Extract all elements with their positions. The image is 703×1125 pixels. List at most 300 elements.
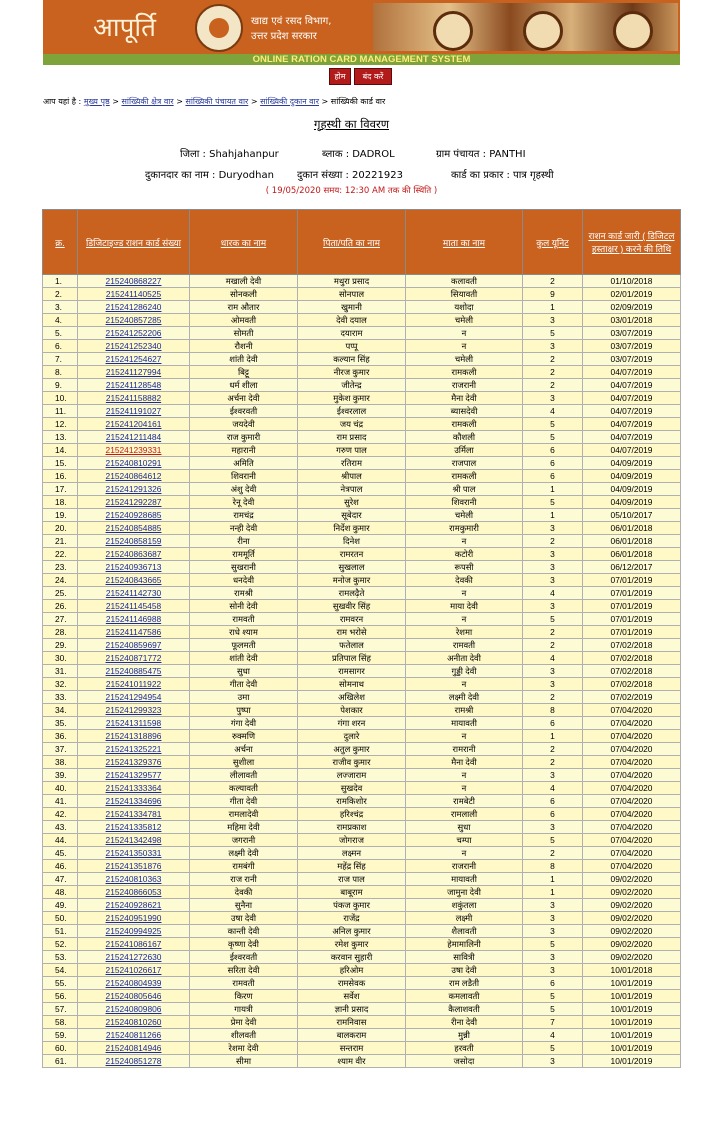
cell-card-number[interactable]: 215241145458	[78, 600, 190, 613]
cell-serial: 17.	[43, 483, 78, 496]
cell-card-number[interactable]: 215241311598	[78, 717, 190, 730]
cell-father-husband-name: नेत्रपाल	[298, 483, 406, 496]
cell-issue-date: 04/07/2019	[583, 405, 681, 418]
cell-mother-name: न	[406, 730, 523, 743]
breadcrumb-separator: >	[176, 97, 183, 106]
cell-issue-date: 10/01/2019	[583, 977, 681, 990]
table-row	[43, 496, 681, 509]
cell-issue-date: 09/02/2020	[583, 938, 681, 951]
table-row	[43, 379, 681, 392]
cell-mother-name: न	[406, 587, 523, 600]
cell-father-husband-name: रामप्रकाश	[298, 821, 406, 834]
cell-father-husband-name: मथुरा प्रसाद	[298, 275, 406, 288]
cell-card-number[interactable]: 215240871772	[78, 652, 190, 665]
cell-card-number[interactable]: 215241342498	[78, 834, 190, 847]
cell-card-number[interactable]: 215241191027	[78, 405, 190, 418]
table-row	[43, 444, 681, 457]
table-row	[43, 652, 681, 665]
cell-serial: 28.	[43, 626, 78, 639]
cell-mother-name: चमेली	[406, 314, 523, 327]
cell-mother-name: चमेली	[406, 353, 523, 366]
column-header-card-number[interactable]: डिजिटाइज्ड राशन कार्ड संख्या	[78, 210, 190, 275]
cell-card-number[interactable]: 215240843665	[78, 574, 190, 587]
cell-card-number[interactable]: 215241299323	[78, 704, 190, 717]
cell-total-units: 4	[523, 782, 583, 795]
cell-holder-name: सीमा	[190, 1055, 298, 1068]
breadcrumb-link-shop-stats[interactable]: सांख्यिकी दुकान वार	[260, 97, 319, 106]
cell-mother-name: माया देवी	[406, 600, 523, 613]
cell-card-number[interactable]: 215240857285	[78, 314, 190, 327]
cell-holder-name: राधे श्याम	[190, 626, 298, 639]
cell-total-units: 3	[523, 912, 583, 925]
cell-issue-date: 07/04/2020	[583, 743, 681, 756]
cell-total-units: 1	[523, 509, 583, 522]
cell-serial: 12.	[43, 418, 78, 431]
cell-issue-date: 10/01/2018	[583, 964, 681, 977]
table-row	[43, 327, 681, 340]
table-row	[43, 717, 681, 730]
cell-mother-name: राजरानी	[406, 379, 523, 392]
cell-card-number[interactable]: 215241350331	[78, 847, 190, 860]
cell-serial: 60.	[43, 1042, 78, 1055]
cell-card-number[interactable]: 215240864612	[78, 470, 190, 483]
cell-holder-name: शांती देवी	[190, 353, 298, 366]
cell-card-number[interactable]: 215241318896	[78, 730, 190, 743]
cell-total-units: 4	[523, 652, 583, 665]
cell-card-number[interactable]: 215241142730	[78, 587, 190, 600]
cell-serial: 10.	[43, 392, 78, 405]
cell-total-units: 2	[523, 847, 583, 860]
cell-mother-name: सियावती	[406, 288, 523, 301]
cell-issue-date: 07/04/2020	[583, 860, 681, 873]
cell-card-number[interactable]: 215241294954	[78, 691, 190, 704]
cell-card-number[interactable]: 215240805646	[78, 990, 190, 1003]
cell-card-number[interactable]: 215240804939	[78, 977, 190, 990]
cell-mother-name: न	[406, 782, 523, 795]
cell-card-number[interactable]: 215240866053	[78, 886, 190, 899]
cell-mother-name: न	[406, 847, 523, 860]
cell-father-husband-name: पेशकार	[298, 704, 406, 717]
cell-card-number[interactable]: 215240854885	[78, 522, 190, 535]
table-row	[43, 873, 681, 886]
cell-card-number[interactable]: 215240936713	[78, 561, 190, 574]
cell-father-husband-name: जीतेन्द्र	[298, 379, 406, 392]
cell-total-units: 5	[523, 613, 583, 626]
cell-card-number[interactable]: 215240868227	[78, 275, 190, 288]
home-button[interactable]: होम	[329, 68, 351, 85]
cell-serial: 41.	[43, 795, 78, 808]
cell-card-number[interactable]: 215241334696	[78, 795, 190, 808]
cell-serial: 56.	[43, 990, 78, 1003]
cell-father-husband-name: प्रतिपाल सिंह	[298, 652, 406, 665]
cell-total-units: 3	[523, 665, 583, 678]
cell-holder-name: रेनू देवी	[190, 496, 298, 509]
cell-total-units: 1	[523, 730, 583, 743]
cell-total-units: 3	[523, 522, 583, 535]
cell-mother-name: रामकुमारी	[406, 522, 523, 535]
breadcrumb-separator: >	[112, 97, 119, 106]
cell-issue-date: 07/04/2020	[583, 834, 681, 847]
panchayat-label: ग्राम पंचायत : PANTHI	[436, 149, 526, 160]
column-header-issue-date[interactable]: राशन कार्ड जारी ( डिजिटल हस्ताक्षर ) करने की तिथि	[583, 210, 681, 275]
table-row	[43, 314, 681, 327]
block-label: ब्लाक : DADROL	[322, 149, 395, 160]
cell-total-units: 2	[523, 379, 583, 392]
cell-father-husband-name: सुरेश	[298, 496, 406, 509]
cell-mother-name: यशोदा	[406, 301, 523, 314]
cell-issue-date: 10/01/2019	[583, 1003, 681, 1016]
cell-card-number[interactable]: 215240809806	[78, 1003, 190, 1016]
cell-card-number[interactable]: 215241011922	[78, 678, 190, 691]
cell-holder-name: सोनी देवी	[190, 600, 298, 613]
cell-father-husband-name: सोमनाथ	[298, 678, 406, 691]
cell-serial: 24.	[43, 574, 78, 587]
cell-card-number[interactable]: 215240811266	[78, 1029, 190, 1042]
cell-card-number[interactable]: 215240814946	[78, 1042, 190, 1055]
table-row	[43, 600, 681, 613]
cell-serial: 61.	[43, 1055, 78, 1068]
cell-mother-name: रूपसी	[406, 561, 523, 574]
cell-card-number[interactable]: 215241254627	[78, 353, 190, 366]
cell-card-number[interactable]: 215240859697	[78, 639, 190, 652]
table-row	[43, 1003, 681, 1016]
cell-serial: 44.	[43, 834, 78, 847]
cell-total-units: 3	[523, 769, 583, 782]
cell-father-husband-name: मुकेश कुमार	[298, 392, 406, 405]
cell-issue-date: 07/04/2020	[583, 782, 681, 795]
cell-card-number[interactable]: 215240885475	[78, 665, 190, 678]
cell-holder-name: मखाली देवी	[190, 275, 298, 288]
cell-card-number[interactable]: 215240810260	[78, 1016, 190, 1029]
cell-card-number[interactable]: 215241127994	[78, 366, 190, 379]
cell-card-number[interactable]: 215241204161	[78, 418, 190, 431]
cell-mother-name: लक्ष्मी देवी	[406, 691, 523, 704]
cell-mother-name: रामकली	[406, 366, 523, 379]
cell-father-husband-name: अनिल कुमार	[298, 925, 406, 938]
cell-issue-date: 07/04/2020	[583, 769, 681, 782]
cell-serial: 52.	[43, 938, 78, 951]
cell-serial: 45.	[43, 847, 78, 860]
cell-father-husband-name: राज पाल	[298, 873, 406, 886]
cell-issue-date: 06/01/2018	[583, 548, 681, 561]
cell-total-units: 5	[523, 938, 583, 951]
cell-holder-name: प्रेमा देवी	[190, 1016, 298, 1029]
cell-holder-name: अर्चना	[190, 743, 298, 756]
cell-serial: 59.	[43, 1029, 78, 1042]
table-row	[43, 626, 681, 639]
cell-holder-name: उमा	[190, 691, 298, 704]
cell-mother-name: रामकली	[406, 418, 523, 431]
cell-father-husband-name: सूबेदार	[298, 509, 406, 522]
table-row	[43, 431, 681, 444]
cell-card-number[interactable]: 215241292287	[78, 496, 190, 509]
table-row	[43, 509, 681, 522]
cell-card-number[interactable]: 215241286240	[78, 301, 190, 314]
cell-total-units: 8	[523, 704, 583, 717]
cell-card-number[interactable]: 215240994925	[78, 925, 190, 938]
cell-total-units: 2	[523, 639, 583, 652]
cell-total-units: 3	[523, 574, 583, 587]
cell-card-number[interactable]: 215241158882	[78, 392, 190, 405]
cell-serial: 1.	[43, 275, 78, 288]
cell-card-number[interactable]: 215241333364	[78, 782, 190, 795]
table-row	[43, 522, 681, 535]
cell-issue-date: 09/02/2020	[583, 912, 681, 925]
table-row	[43, 938, 681, 951]
cell-father-husband-name: श्रीपाल	[298, 470, 406, 483]
cell-mother-name: अनीता देवी	[406, 652, 523, 665]
column-header-father-husband-name[interactable]: पिता/पति का नाम	[298, 210, 406, 275]
cell-total-units: 8	[523, 860, 583, 873]
cell-mother-name: रामश्री	[406, 704, 523, 717]
cell-holder-name: गीता देवी	[190, 678, 298, 691]
table-row	[43, 756, 681, 769]
cell-issue-date: 04/07/2019	[583, 431, 681, 444]
table-row	[43, 782, 681, 795]
cell-issue-date: 07/01/2019	[583, 574, 681, 587]
cell-issue-date: 07/04/2020	[583, 808, 681, 821]
table-row	[43, 886, 681, 899]
table-row	[43, 1029, 681, 1042]
cell-father-husband-name: हरिश्चंद्र	[298, 808, 406, 821]
cell-serial: 39.	[43, 769, 78, 782]
cell-card-number[interactable]: 215241272630	[78, 951, 190, 964]
table-row	[43, 366, 681, 379]
cell-total-units: 2	[523, 353, 583, 366]
cell-serial: 13.	[43, 431, 78, 444]
cell-holder-name: फूलमती	[190, 639, 298, 652]
cell-mother-name: रामबेटी	[406, 795, 523, 808]
cell-father-husband-name: सन्तराम	[298, 1042, 406, 1055]
table-row	[43, 899, 681, 912]
close-button[interactable]: बंद करें	[354, 68, 392, 85]
cell-serial: 3.	[43, 301, 78, 314]
cell-card-number[interactable]: 215241086167	[78, 938, 190, 951]
cell-father-husband-name: करवान सुहारी	[298, 951, 406, 964]
cell-total-units: 6	[523, 808, 583, 821]
cell-mother-name: शैलावती	[406, 925, 523, 938]
cell-card-number[interactable]: 215241334781	[78, 808, 190, 821]
cell-card-number[interactable]: 215241291326	[78, 483, 190, 496]
cell-serial: 58.	[43, 1016, 78, 1029]
cell-father-husband-name: सोनपाल	[298, 288, 406, 301]
cell-card-number[interactable]: 215241211484	[78, 431, 190, 444]
cell-issue-date: 07/02/2018	[583, 678, 681, 691]
cell-card-number[interactable]: 215240858159	[78, 535, 190, 548]
cell-issue-date: 10/01/2019	[583, 1055, 681, 1068]
breadcrumb-link-panchayat-stats[interactable]: सांख्यिकी पंचायत वार	[185, 97, 249, 106]
cell-mother-name: न	[406, 340, 523, 353]
cell-card-number[interactable]: 215241325221	[78, 743, 190, 756]
up-government-seal-icon	[195, 4, 243, 52]
table-row	[43, 925, 681, 938]
cell-holder-name: रामवती	[190, 613, 298, 626]
department-name: खाद्य एवं रसद विभाग,	[251, 16, 332, 27]
cell-card-number[interactable]: 215241351876	[78, 860, 190, 873]
breadcrumb-link-home[interactable]: मुख्य पृष्ठ	[83, 97, 110, 106]
cell-issue-date: 07/04/2020	[583, 717, 681, 730]
cell-holder-name: कृष्णा देवी	[190, 938, 298, 951]
cell-father-husband-name: रामरतन	[298, 548, 406, 561]
cell-father-husband-name: राजीव कुमार	[298, 756, 406, 769]
cell-father-husband-name: पंकज कुमार	[298, 899, 406, 912]
cell-holder-name: धनदेवी	[190, 574, 298, 587]
cell-total-units: 6	[523, 795, 583, 808]
cell-father-husband-name: दयाराम	[298, 327, 406, 340]
cell-father-husband-name: लक्ष्मन	[298, 847, 406, 860]
cell-total-units: 3	[523, 964, 583, 977]
grain-bowl-icon	[613, 11, 653, 51]
header-banner	[43, 0, 680, 54]
cell-card-number[interactable]: 215240810363	[78, 873, 190, 886]
cell-total-units: 2	[523, 535, 583, 548]
cell-card-number[interactable]: 215240951990	[78, 912, 190, 925]
cell-father-husband-name: राम भरोसे	[298, 626, 406, 639]
cell-holder-name: रीना	[190, 535, 298, 548]
cell-holder-name: कान्ती देवी	[190, 925, 298, 938]
cell-card-number[interactable]: 215241252206	[78, 327, 190, 340]
cell-holder-name: राज कुमारी	[190, 431, 298, 444]
cell-card-number[interactable]: 215241147586	[78, 626, 190, 639]
cell-issue-date: 07/04/2020	[583, 795, 681, 808]
cell-mother-name: राजपाल	[406, 457, 523, 470]
breadcrumb-link-area-stats[interactable]: सांख्यिकी क्षेत्र वार	[121, 97, 174, 106]
cell-serial: 15.	[43, 457, 78, 470]
cell-holder-name: रामवती	[190, 977, 298, 990]
table-row	[43, 665, 681, 678]
cell-card-number[interactable]: 215241140525	[78, 288, 190, 301]
cell-holder-name: सरिता देवी	[190, 964, 298, 977]
cell-card-number[interactable]: 215240928621	[78, 899, 190, 912]
cell-serial: 7.	[43, 353, 78, 366]
cell-total-units: 9	[523, 288, 583, 301]
cell-total-units: 2	[523, 756, 583, 769]
cell-issue-date: 04/07/2019	[583, 418, 681, 431]
column-header-mother-name[interactable]: माता का नाम	[406, 210, 523, 275]
cell-father-husband-name: रामसागर	[298, 665, 406, 678]
cell-holder-name: बिट्टू	[190, 366, 298, 379]
cell-mother-name: रामवती	[406, 639, 523, 652]
cell-total-units: 4	[523, 405, 583, 418]
cell-card-number[interactable]: 215241026617	[78, 964, 190, 977]
cell-card-number[interactable]: 215241252340	[78, 340, 190, 353]
cell-mother-name: चम्पा	[406, 834, 523, 847]
cell-serial: 4.	[43, 314, 78, 327]
cell-father-husband-name: नीरज कुमार	[298, 366, 406, 379]
cell-issue-date: 03/01/2018	[583, 314, 681, 327]
cell-mother-name: ब्यासदेवी	[406, 405, 523, 418]
cell-issue-date: 07/01/2019	[583, 613, 681, 626]
cell-total-units: 6	[523, 977, 583, 990]
cell-issue-date: 07/02/2018	[583, 652, 681, 665]
cell-card-number[interactable]: 215240851278	[78, 1055, 190, 1068]
cell-card-number[interactable]: 215241146988	[78, 613, 190, 626]
cell-serial: 46.	[43, 860, 78, 873]
table-row	[43, 678, 681, 691]
cell-mother-name: रीना देवी	[406, 1016, 523, 1029]
cell-father-husband-name: अखिलेश	[298, 691, 406, 704]
cell-serial: 20.	[43, 522, 78, 535]
cell-card-number[interactable]: 215240863687	[78, 548, 190, 561]
cell-mother-name: रेशमा	[406, 626, 523, 639]
cell-issue-date: 07/04/2020	[583, 704, 681, 717]
table-header-row	[43, 210, 681, 275]
cell-mother-name: उर्मिला	[406, 444, 523, 457]
table-row	[43, 795, 681, 808]
cell-card-number[interactable]: 215241329376	[78, 756, 190, 769]
government-name: उत्तर प्रदेश सरकार	[251, 31, 317, 42]
cell-father-husband-name: पप्पू	[298, 340, 406, 353]
cell-serial: 23.	[43, 561, 78, 574]
cell-total-units: 5	[523, 1003, 583, 1016]
cell-issue-date: 02/09/2019	[583, 301, 681, 314]
table-row	[43, 691, 681, 704]
column-header-holder-name[interactable]: धारक का नाम	[190, 210, 298, 275]
cell-father-husband-name: निर्देश कुमार	[298, 522, 406, 535]
cell-serial: 55.	[43, 977, 78, 990]
cell-father-husband-name: ज्ञानी प्रसाद	[298, 1003, 406, 1016]
table-row	[43, 639, 681, 652]
cell-holder-name: नन्ही देवी	[190, 522, 298, 535]
cell-holder-name: महिमा देवी	[190, 821, 298, 834]
cell-mother-name: कलावती	[406, 275, 523, 288]
breadcrumb-separator: >	[321, 97, 329, 106]
cell-card-number[interactable]: 215241128548	[78, 379, 190, 392]
brand-title: आपूर्ति	[93, 13, 156, 43]
cell-father-husband-name: सर्वेश	[298, 990, 406, 1003]
table-row	[43, 704, 681, 717]
cell-card-number[interactable]: 215240810291	[78, 457, 190, 470]
grain-bowl-icon	[523, 11, 563, 51]
cell-card-number[interactable]: 215241329577	[78, 769, 190, 782]
cell-card-number[interactable]: 215241335812	[78, 821, 190, 834]
table-row	[43, 769, 681, 782]
cell-total-units: 4	[523, 587, 583, 600]
cell-card-number[interactable]: 215241239331	[78, 444, 190, 457]
cell-serial: 32.	[43, 678, 78, 691]
cell-card-number[interactable]: 215240928685	[78, 509, 190, 522]
cell-total-units: 5	[523, 496, 583, 509]
column-header-serial[interactable]: क्र.	[43, 210, 78, 275]
cell-father-husband-name: रामकिशोर	[298, 795, 406, 808]
cell-holder-name: कल्यावती	[190, 782, 298, 795]
cell-serial: 57.	[43, 1003, 78, 1016]
cell-issue-date: 03/07/2019	[583, 327, 681, 340]
cell-father-husband-name: श्याम वीर	[298, 1055, 406, 1068]
cell-father-husband-name: अतुल कुमार	[298, 743, 406, 756]
cell-serial: 18.	[43, 496, 78, 509]
cell-mother-name: न	[406, 327, 523, 340]
cell-holder-name: सुशीला	[190, 756, 298, 769]
cell-serial: 16.	[43, 470, 78, 483]
cell-total-units: 2	[523, 626, 583, 639]
cell-holder-name: किरण	[190, 990, 298, 1003]
table-row	[43, 847, 681, 860]
cell-total-units: 3	[523, 678, 583, 691]
table-row	[43, 418, 681, 431]
cell-serial: 30.	[43, 652, 78, 665]
cell-mother-name: जसोदा	[406, 1055, 523, 1068]
cell-father-husband-name: हरिओम	[298, 964, 406, 977]
table-row	[43, 990, 681, 1003]
column-header-total-units[interactable]: कुल यूनिट	[523, 210, 583, 275]
cell-issue-date: 10/01/2019	[583, 1016, 681, 1029]
cell-father-husband-name: रामवरन	[298, 613, 406, 626]
cell-total-units: 3	[523, 561, 583, 574]
cell-serial: 36.	[43, 730, 78, 743]
cell-issue-date: 04/09/2019	[583, 470, 681, 483]
table-row	[43, 275, 681, 288]
